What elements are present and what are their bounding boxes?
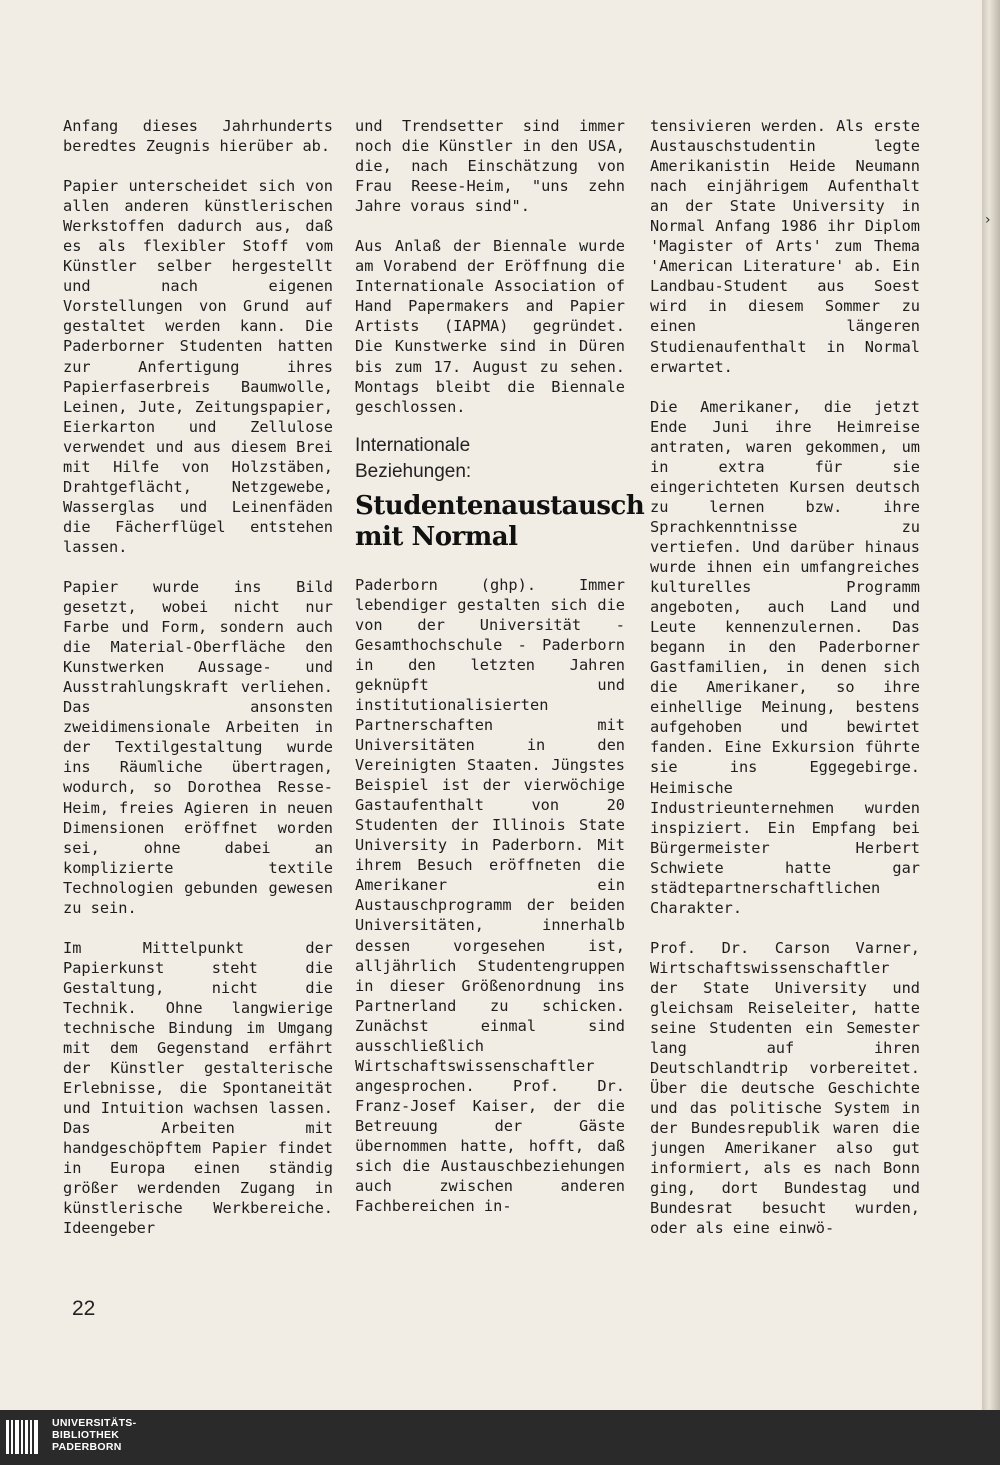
paragraph: Anfang dieses Jahrhunderts beredtes Zeugnis hierüber ab. <box>63 117 333 156</box>
library-footer <box>0 1410 1000 1465</box>
library-name-line: BIBLIOTHEK <box>52 1429 120 1441</box>
library-name <box>52 1417 136 1453</box>
paragraph: Paderborn (ghp). Immer lebendiger gestalten sich die von der Universität - Gesamthochschule - Paderborn in den letzten Jahren geknüpft und institutionalisierten Partnerschaften mit Universitäten in den Vereinigten Staaten. Jüngstes Beispiel ist der vierwöchige Gastaufenthalt von 20 Studenten der Illinois State University in Paderborn. Mit ihrem Besuch eröffneten die Amerikaner ein Austauschprogramm der beiden Universitäten, innerhalb dessen vorgesehen ist, alljährlich Studentengruppen in dieser Größenordnung ins Partnerland zu schicken. Zunächst einmal sind ausschließlich Wirtschaftswissenschaftler angesprochen. Prof. Dr. Franz-Josef Kaiser, der die Betreuung der Gäste übernommen hatte, hofft, daß sich die Austauschbeziehungen auch zwischen anderen Fachbereichen in- <box>355 575 625 1216</box>
paragraph: Papier wurde ins Bild gesetzt, wobei nicht nur Farbe und Form, sondern auch die Material-Oberfläche den Kunstwerken Aussage- und Ausstrahlungskraft verliehen. Das ansonsten zweidimensionale Arbeiten in der Textilgestaltung wurde ins Räumliche übertragen, wodurch, so Dorothea Resse-Heim, freies Agieren in neuen Dimensionen eröffnet worden sei, ohne dabei an komplizierte textile Technologien gebunden gewesen zu sein. <box>63 577 333 917</box>
text-column-1 <box>63 116 333 1258</box>
paragraph: Die Amerikaner, die jetzt Ende Juni ihre Heimreise antraten, waren gekommen, um in extra für sie eingerichteten Kursen deutsch zu lernen bzw. ihre Sprachkenntnisse zu vertiefen. Und darüber hinaus wurde ihnen ein umfangreiches kulturelles Programm angeboten, auch Land und Leute kennenzulernen. Das begann in den Paderborner Gastfamilien, in denen sich die Amerikaner, so ihre einhellige Meinung, bestens aufgehoben und bewirtet fanden. Eine Exkursion führte sie ins Eggegebirge. Heimische Industrieunternehmen wurden inspiziert. Ein Empfang bei Bürgermeister Herbert Schwiete hatte gar städtepartnerschaftlichen Charakter. <box>650 397 920 917</box>
paragraph: tensivieren werden. Als erste Austauschstudentin legte Amerikanistin Heide Neumann nach einjährigem Aufenthalt an der State University in Normal Anfang 1986 ihr Diplom 'Magister of Arts' zum Thema 'American Literature' ab. Ein Landbau-Student aus Soest wird in diesem Sommer zu einen längeren Studienaufenthalt in Normal erwartet. <box>650 117 920 376</box>
library-barcode-logo-icon <box>6 1416 40 1458</box>
page-number: 22 <box>72 1297 96 1320</box>
paragraph: und Trendsetter sind immer noch die Künstler in den USA, die, nach Einschätzung von Frau Reese-Heim, "uns zehn Jahre voraus sind". <box>355 117 625 216</box>
text-column-3 <box>650 116 920 1259</box>
text-column-2 <box>355 116 645 1236</box>
paragraph: Aus Anlaß der Biennale wurde am Vorabend der Eröffnung die Internationale Association of Hand Papermakers and Papier Artists (IAPMA) gegründet. Die Kunstwerke sind in Düren bis zum 17. August zu sehen. Montags bleibt die Biennale geschlossen. <box>355 237 625 416</box>
paragraph: Prof. Dr. Carson Varner, Wirtschaftswissenschaftler der State University und gleichsam Reiseleiter, hatte seine Studenten ein Semester lang auf ihren Deutschlandtrip vorbereitet. Über die deutsche Geschichte und das politische System in der Bundesrepublik waren die jungen Amerikaner also gut informiert, als es nach Bonn ging, dort Bundestag und Bundesrat besucht wurden, oder als eine einwö- <box>650 938 920 1238</box>
library-name-line: UNIVERSITÄTS- <box>52 1417 137 1429</box>
article-kicker: Internationale Beziehungen: <box>355 434 472 482</box>
paragraph: Im Mittelpunkt der Papierkunst steht die Gestaltung, nicht die Technik. Ohne langwierige technische Bindung im Umgang mit dem Gegenstand erfährt der Künstler gestalterische Erlebnisse, die Spontaneität und Intuition wachsen lassen. Das Arbeiten mit handgeschöpftem Papier findet in Europa einen ständig größer werdenden Zugang in künstlerische Werkbereiche. Ideengeber <box>63 938 333 1238</box>
edge-mark: › <box>985 212 991 228</box>
library-name-line: PADERBORN <box>52 1441 122 1453</box>
paragraph: Papier unterscheidet sich von allen anderen künstlerischen Werkstoffen dadurch aus, daß es als flexibler Stoff vom Künstler selber hergestellt und nach eigenen Vorstellungen von Grund auf gestaltet werden kann. Die Paderborner Studenten hatten zur Anfertigung ihres Papierfaserbreis Baumwolle, Leinen, Jute, Zeitungspapier, Eierkarton und Zellulose verwendet und aus diesem Brei mit Hilfe von Holzstäben, Drahtgeflächt, Netzgewebe, Wasserglas und Leinenfäden die Fächerflügel entstehen lassen. <box>63 177 333 556</box>
article-headline: Studentenaustausch mit Normal <box>355 490 645 552</box>
